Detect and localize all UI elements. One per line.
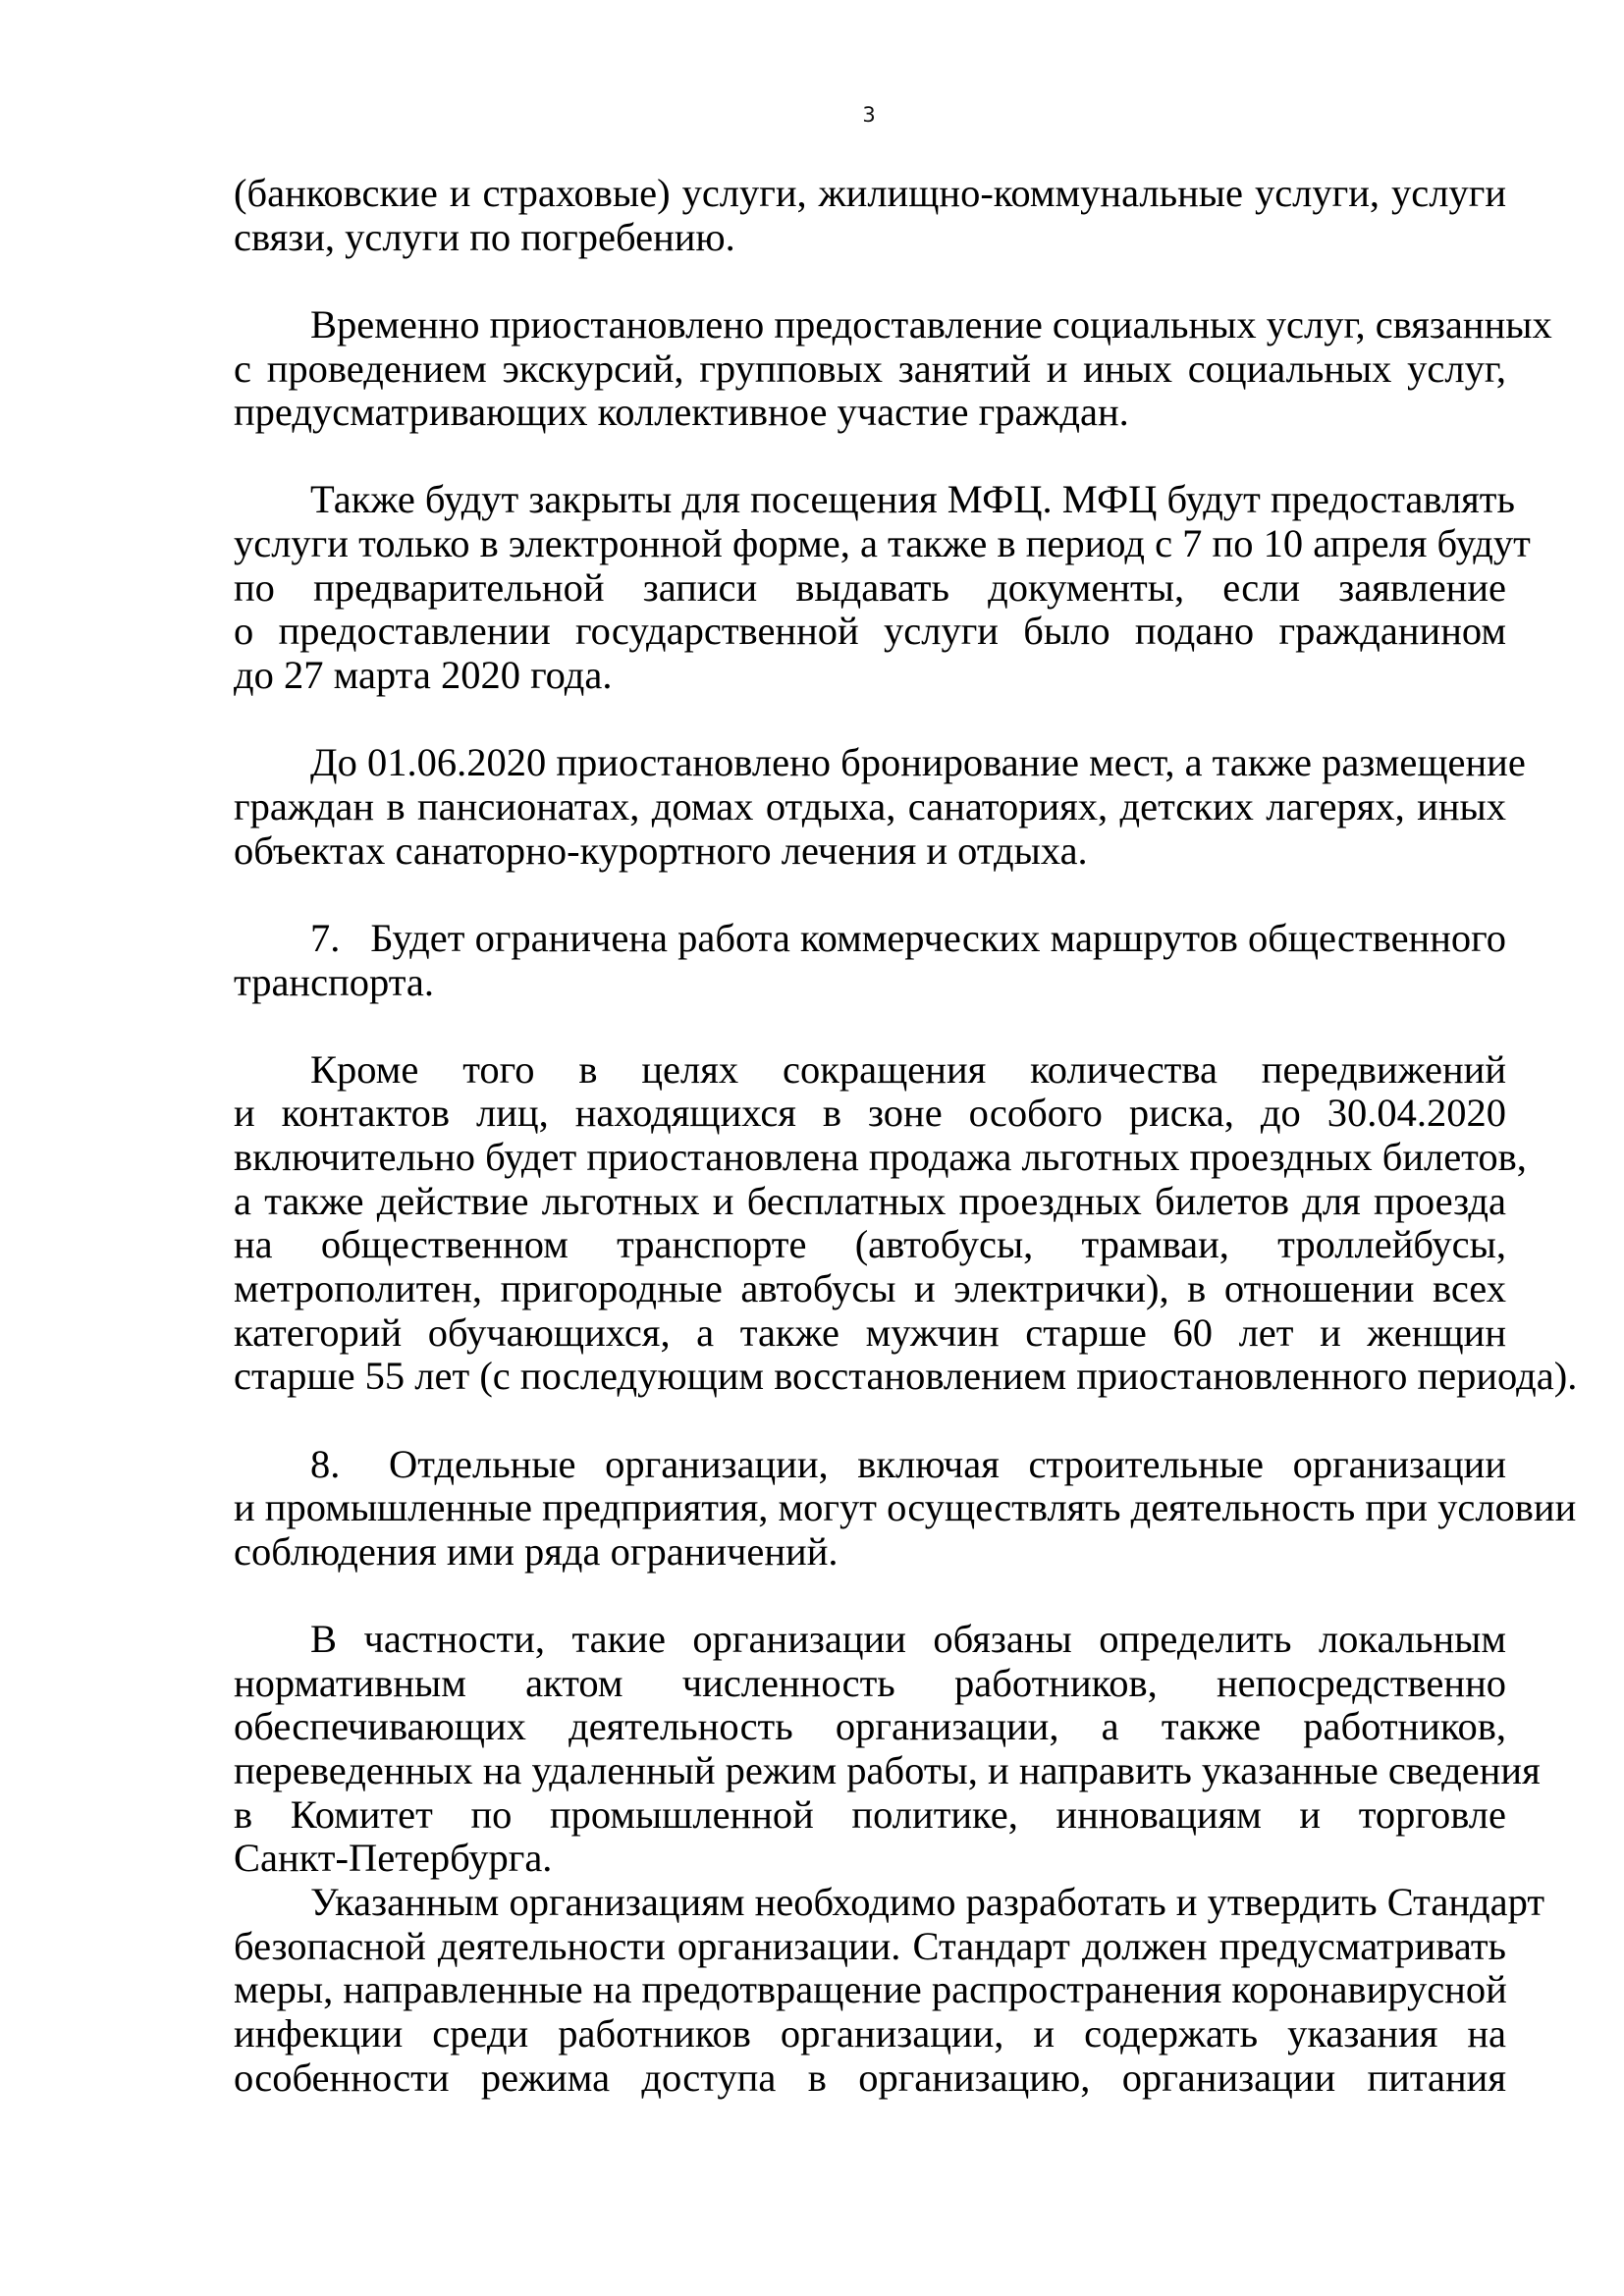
text-line: транспорта. — [234, 959, 435, 1004]
document-body — [234, 171, 1578, 2100]
item-text: Отдельные организации, включая строительные организации — [389, 1441, 1506, 1486]
text-line: граждан в пансионатах, домах отдыха, санаториях, детских лагерях, иных — [234, 783, 1506, 828]
item-number: 8. — [310, 1441, 341, 1486]
text-line: меры, направленные на предотвращение распространения коронавирусной — [234, 1967, 1507, 2012]
text-line: и промышленные предприятия, могут осуществлять деятельность при условии — [234, 1485, 1577, 1530]
text-line: о предоставлении государственной услуги было подано гражданином — [234, 609, 1506, 654]
text-line: с проведением экскурсий, групповых занятий и иных социальных услуг, — [234, 346, 1506, 391]
paragraph-booking — [234, 740, 1526, 873]
text-line: старше 55 лет (с последующим восстановлением приостановленного периода). — [234, 1354, 1578, 1399]
text-line: инфекции среди работников организации, и содержать указания на — [234, 2010, 1506, 2056]
text-line: на общественном транспорте (автобусы, трамваи, троллейбусы, — [234, 1222, 1506, 1267]
item-number: 7. — [310, 915, 341, 960]
text-line: До 01.06.2020 приостановлено бронирование мест, а также размещение — [310, 740, 1526, 785]
paragraph-mfc — [234, 477, 1531, 698]
paragraph-services-continuation — [234, 172, 1506, 259]
text-line: объектах санаторно-курортного лечения и отдыха. — [234, 828, 1088, 873]
text-line — [234, 917, 1506, 961]
text-line: Санкт-Петербурга. — [234, 1836, 553, 1881]
text-line: обеспечивающих деятельность организации, а также работников, — [234, 1704, 1506, 1749]
text-line: безопасной деятельности организации. Стандарт должен предусматривать — [234, 1923, 1506, 1968]
text-line: до 27 марта 2020 года. — [234, 653, 613, 698]
text-line: (банковские и страховые) услуги, жилищно-коммунальные услуги, услуги — [234, 171, 1506, 215]
text-line: нормативным актом численность работников, непосредственно — [234, 1660, 1506, 1705]
text-line: В частности, такие организации обязаны определить локальным — [310, 1617, 1506, 1662]
text-line — [234, 1443, 1506, 1487]
text-line: включительно будет приостановлена продажа льготных проездных билетов, — [234, 1135, 1527, 1180]
text-line: соблюдения ими ряда ограничений. — [234, 1528, 839, 1574]
text-line: в Комитет по промышленной политике, инновациям и торговле — [234, 1791, 1506, 1837]
paragraph-item-7 — [234, 917, 1506, 1004]
text-line: услуги только в электронной форме, а также в период с 7 по 10 апреля будут — [234, 521, 1531, 566]
text-line: по предварительной записи выдавать документы, если заявление — [234, 564, 1506, 610]
text-line: метрополитен, пригородные автобусы и электрички), в отношении всех — [234, 1266, 1506, 1311]
paragraph-organizations-duties — [234, 1617, 1541, 1881]
text-line: Временно приостановлено предоставление социальных услуг, связанных — [310, 301, 1552, 347]
paragraph-item-8 — [234, 1441, 1577, 1575]
paragraph-social-services — [234, 301, 1552, 435]
item-text: Будет ограничена работа коммерческих маршрутов общественного — [370, 915, 1506, 960]
text-line: Указанным организациям необходимо разработать и утвердить Стандарт — [310, 1879, 1545, 1924]
text-line: категорий обучающихся, а также мужчин старше 60 лет и женщин — [234, 1309, 1506, 1355]
text-line: предусматривающих коллективное участие граждан. — [234, 390, 1129, 435]
text-line: Также будут закрыты для посещения МФЦ. МФЦ будут предоставлять — [310, 477, 1515, 522]
text-line: связи, услуги по погребению. — [234, 214, 735, 259]
text-line: Кроме того в целях сокращения количества передвижений — [310, 1046, 1506, 1092]
text-line: и контактов лиц, находящихся в зоне особого риска, до 30.04.2020 — [234, 1091, 1506, 1136]
text-line: а также действие льготных и бесплатных проездных билетов для проезда — [234, 1178, 1506, 1223]
text-line: особенности режима доступа в организацию, организации питания — [234, 2055, 1506, 2100]
paragraph-transport-benefits — [234, 1046, 1578, 1399]
text-line: переведенных на удаленный режим работы, и направить указанные сведения — [234, 1748, 1541, 1793]
paragraph-safety-standard — [234, 1879, 1545, 2100]
page-number: 3 — [862, 103, 876, 127]
